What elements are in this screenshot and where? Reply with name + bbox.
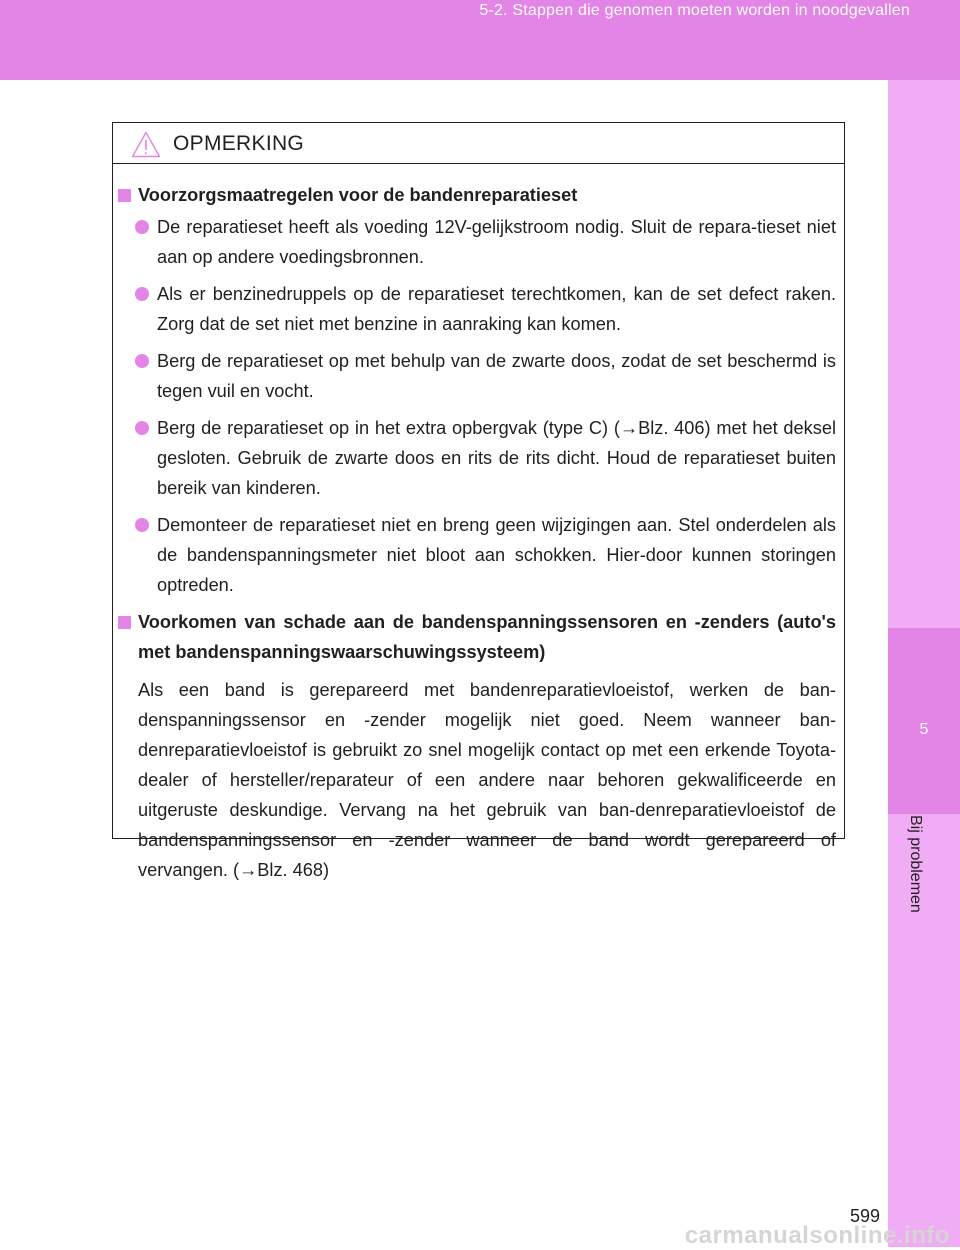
notice-title: OPMERKING: [173, 132, 305, 155]
watermark: carmanualsonline.info: [684, 1222, 950, 1249]
list-item-text: De reparatieset heeft als voeding 12V-gelijkstroom nodig. Sluit de repara-tieset niet aan op andere voedingsbronnen.: [157, 217, 836, 267]
list-item: [113, 510, 836, 600]
list-item: [113, 212, 836, 272]
chapter-label: Bij problemen: [907, 815, 924, 913]
section-heading-text: Voorkomen van schade aan de bandenspanningssensoren en -zenders (auto's met bandenspanningswaarschuwingssysteem): [138, 612, 836, 662]
list-item-text: Demonteer de reparatieset niet en breng geen wijzigingen aan. Stel onderdelen als de bandenspanningsmeter niet bloot aan schokken. Hier-door kunnen storingen optreden.: [157, 515, 836, 595]
square-bullet-icon: [118, 616, 131, 629]
list-item-text: Als er benzinedruppels op de reparatieset terechtkomen, kan de set defect raken. Zorg dat de set niet met benzine in aanraking kan komen.: [157, 284, 836, 334]
section-paragraph: Als een band is gerepareerd met bandenreparatievloeistof, werken de ban-denspanningssensor en -zender mogelijk niet goed. Neem wanneer ban-denreparatievloeistof is gebruikt zo snel mogelijk contact op met een erkende Toyota-dealer of hersteller/reparateur of een andere naar behoren gekwalificeerde en uitgeruste deskundige. Vervang na het gebruik van ban-denreparatievloeistof de bandenspanningssensor en -zender wanneer de band wordt gerepareerd of vervangen. (→Blz. 468): [138, 680, 836, 880]
page-header: [0, 0, 960, 80]
section-heading-text: Voorzorgsmaatregelen voor de bandenreparatieset: [138, 185, 578, 205]
section-heading: [113, 607, 836, 667]
notice-body: [113, 164, 844, 885]
round-bullet-icon: [135, 220, 149, 234]
round-bullet-icon: [135, 354, 149, 368]
chapter-number: 5: [919, 721, 929, 738]
round-bullet-icon: [135, 421, 149, 435]
round-bullet-icon: [135, 518, 149, 532]
list-item: [113, 346, 836, 406]
notice-box: [112, 122, 845, 880]
round-bullet-icon: [135, 287, 149, 301]
list-item: [113, 279, 836, 339]
page-number: 599: [849, 1206, 880, 1226]
square-bullet-icon: [118, 189, 131, 202]
section-heading: [113, 180, 836, 210]
notice-header: [113, 123, 844, 164]
list-item-text: Berg de reparatieset op met behulp van de zwarte doos, zodat de set beschermd is tegen vuil en vocht.: [157, 351, 836, 401]
list-item: [113, 413, 836, 503]
list-item-text: Berg de reparatieset op in het extra opbergvak (type C) (→Blz. 406) met het deksel gesloten. Gebruik de zwarte doos en rits de rits dicht. Houd de reparatieset buiten bereik van kinderen.: [157, 418, 836, 498]
warning-triangle-icon: [131, 131, 161, 158]
section-title: 5-2. Stappen die genomen moeten worden in noodgevallen: [479, 2, 910, 19]
